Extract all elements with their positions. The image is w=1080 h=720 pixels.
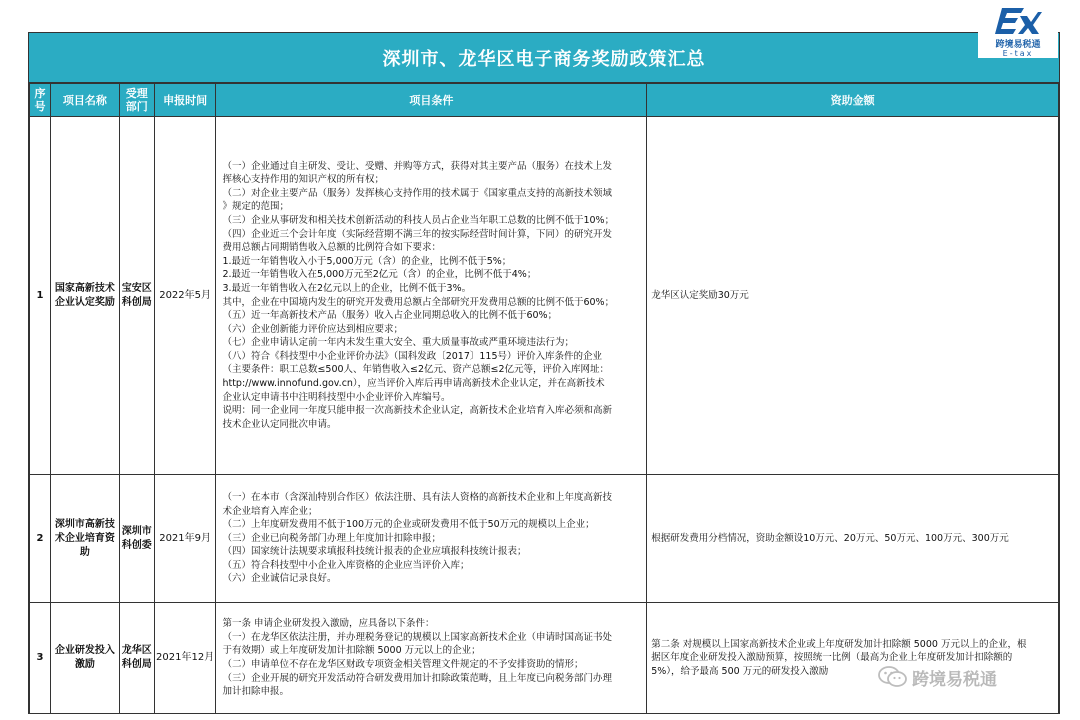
row-conditions: （一）在本市（含深汕特别合作区）依法注册、具有法人资格的高新技术企业和上年度高新技 术企业培育入库企业； （二）上年度研发费用不低于100万元的企业或研发费用不低于50万元的规模以上企业； （三）企业已向税务部门办理上年度加计扣除申报； （四）国家统计法规要求填报科技统计报表的企业应填报科技统计报表； （五）符合科技型中小企业入库资格的企业应当评价入库； （六）企业诚信记录良好。: [216, 475, 647, 603]
row-amount: 龙华区认定奖励30万元: [647, 117, 1059, 475]
policy-table: [29, 83, 1059, 714]
header-date: 申报时间: [154, 84, 216, 117]
wechat-icon: [878, 666, 908, 688]
header-name: 项目名称: [50, 84, 119, 117]
row-seq: 2: [30, 475, 51, 603]
row-date: 2022年5月: [154, 117, 216, 475]
row-seq: 1: [30, 117, 51, 475]
header-conditions: 项目条件: [216, 84, 647, 117]
logo-cn-text: 跨境易税通: [995, 40, 1041, 50]
policy-sheet: [28, 32, 1060, 714]
etax-logo: [978, 2, 1058, 58]
row-name: 企业研发投入 激励: [50, 603, 119, 714]
row-amount: 根据研发费用分档情况，资助金额设10万元、20万元、50万元、100万元、300万元: [647, 475, 1059, 603]
row-name: 深圳市高新技 术企业培育资 助: [50, 475, 119, 603]
row-amount: 第二条 对规模以上国家高新技术企业或上年度研发加计扣除额 5000 万元以上的企业，根 据区年度企业研发投入激励预算，按照统一比例（最高为企业上年度研发加计扣除额的 5%），给予最高 500 万元的研发投入激励: [647, 603, 1059, 714]
table-row: [30, 603, 1059, 714]
row-dept: 深圳市 科创委: [119, 475, 154, 603]
header-dept: 受理 部门: [119, 84, 154, 117]
row-name: 国家高新技术 企业认定奖励: [50, 117, 119, 475]
row-date: 2021年12月: [154, 603, 216, 714]
header-seq: 序 号: [30, 84, 51, 117]
table-row: [30, 475, 1059, 603]
header-amount: 资助金额: [647, 84, 1059, 117]
row-dept: 宝安区 科创局: [119, 117, 154, 475]
etax-logo-icon: [994, 6, 1042, 36]
header-row: [30, 84, 1059, 117]
row-conditions: （一）企业通过自主研发、受让、受赠、并购等方式，获得对其主要产品（服务）在技术上发 挥核心支持作用的知识产权的所有权； （二）对企业主要产品（服务）发挥核心支持作用的技术属于《国家重点支持的高新技术领域 》规定的范围； （三）企业从事研发和相关技术创新活动的科技人员占企业当年职工总数的比例不低于10%； （四）企业近三个会计年度（实际经营期不满三年的按实际经营时间计算，下同）的研究开发 费用总额占同期销售收入总额的比例符合如下要求： 1.最近一年销售收入小于5,000万元（含）的企业，比例不低于5%； 2.最近一年销售收入在5,000万元至2亿元（含）的企业，比例不低于4%； 3.最近一年销售收入在2亿元以上的企业，比例不低于3%。 其中，企业在中国境内发生的研究开发费用总额占全部研究开发费用总额的比例不低于60%； （五）近一年高新技术产品（服务）收入占企业同期总收入的比例不低于60%； （六）企业创新能力评价应达到相应要求； （七）企业申请认定前一年内未发生重大安全、重大质量事故或严重环境违法行为； （八）符合《科技型中小企业评价办法》（国科发政〔2017〕115号）评价入库条件的企业 （主要条件：职工总数≤500人、年销售收入≤2亿元、资产总额≤2亿元等，评价入库网址： http://www.innofund.gov.cn），应当评价入库后再申请高新技术企业认定，并在高新技术 企业认定申请书中注明科技型中小企业评价入库编号。 说明：同一企业同一年度只能申报一次高新技术企业认定，高新技术企业培育入库必须和高新 技术企业认定同批次申请。: [216, 117, 647, 475]
row-dept: 龙华区 科创局: [119, 603, 154, 714]
title-bar: [29, 33, 1059, 83]
row-seq: 3: [30, 603, 51, 714]
table-row: [30, 117, 1059, 475]
row-conditions: 第一条 申请企业研发投入激励，应具备以下条件： （一）在龙华区依法注册，并办理税务登记的规模以上国家高新技术企业（申请时国高证书处 于有效期）或上年度研发加计扣除额 5000 万元以上的企业； （二）申请单位不存在龙华区财政专项资金相关管理文件规定的不予安排资助的情形； （三）企业开展的研究开发活动符合研发费用加计扣除政策范畴，且上年度已向税务部门办理 加计扣除申报。: [216, 603, 647, 714]
watermark: [878, 664, 1048, 690]
page-title: 深圳市、龙华区电子商务奖励政策汇总: [382, 48, 706, 70]
watermark-text: 跨境易税通: [912, 669, 997, 690]
logo-en-text: E-tax: [1002, 49, 1034, 58]
row-date: 2021年9月: [154, 475, 216, 603]
